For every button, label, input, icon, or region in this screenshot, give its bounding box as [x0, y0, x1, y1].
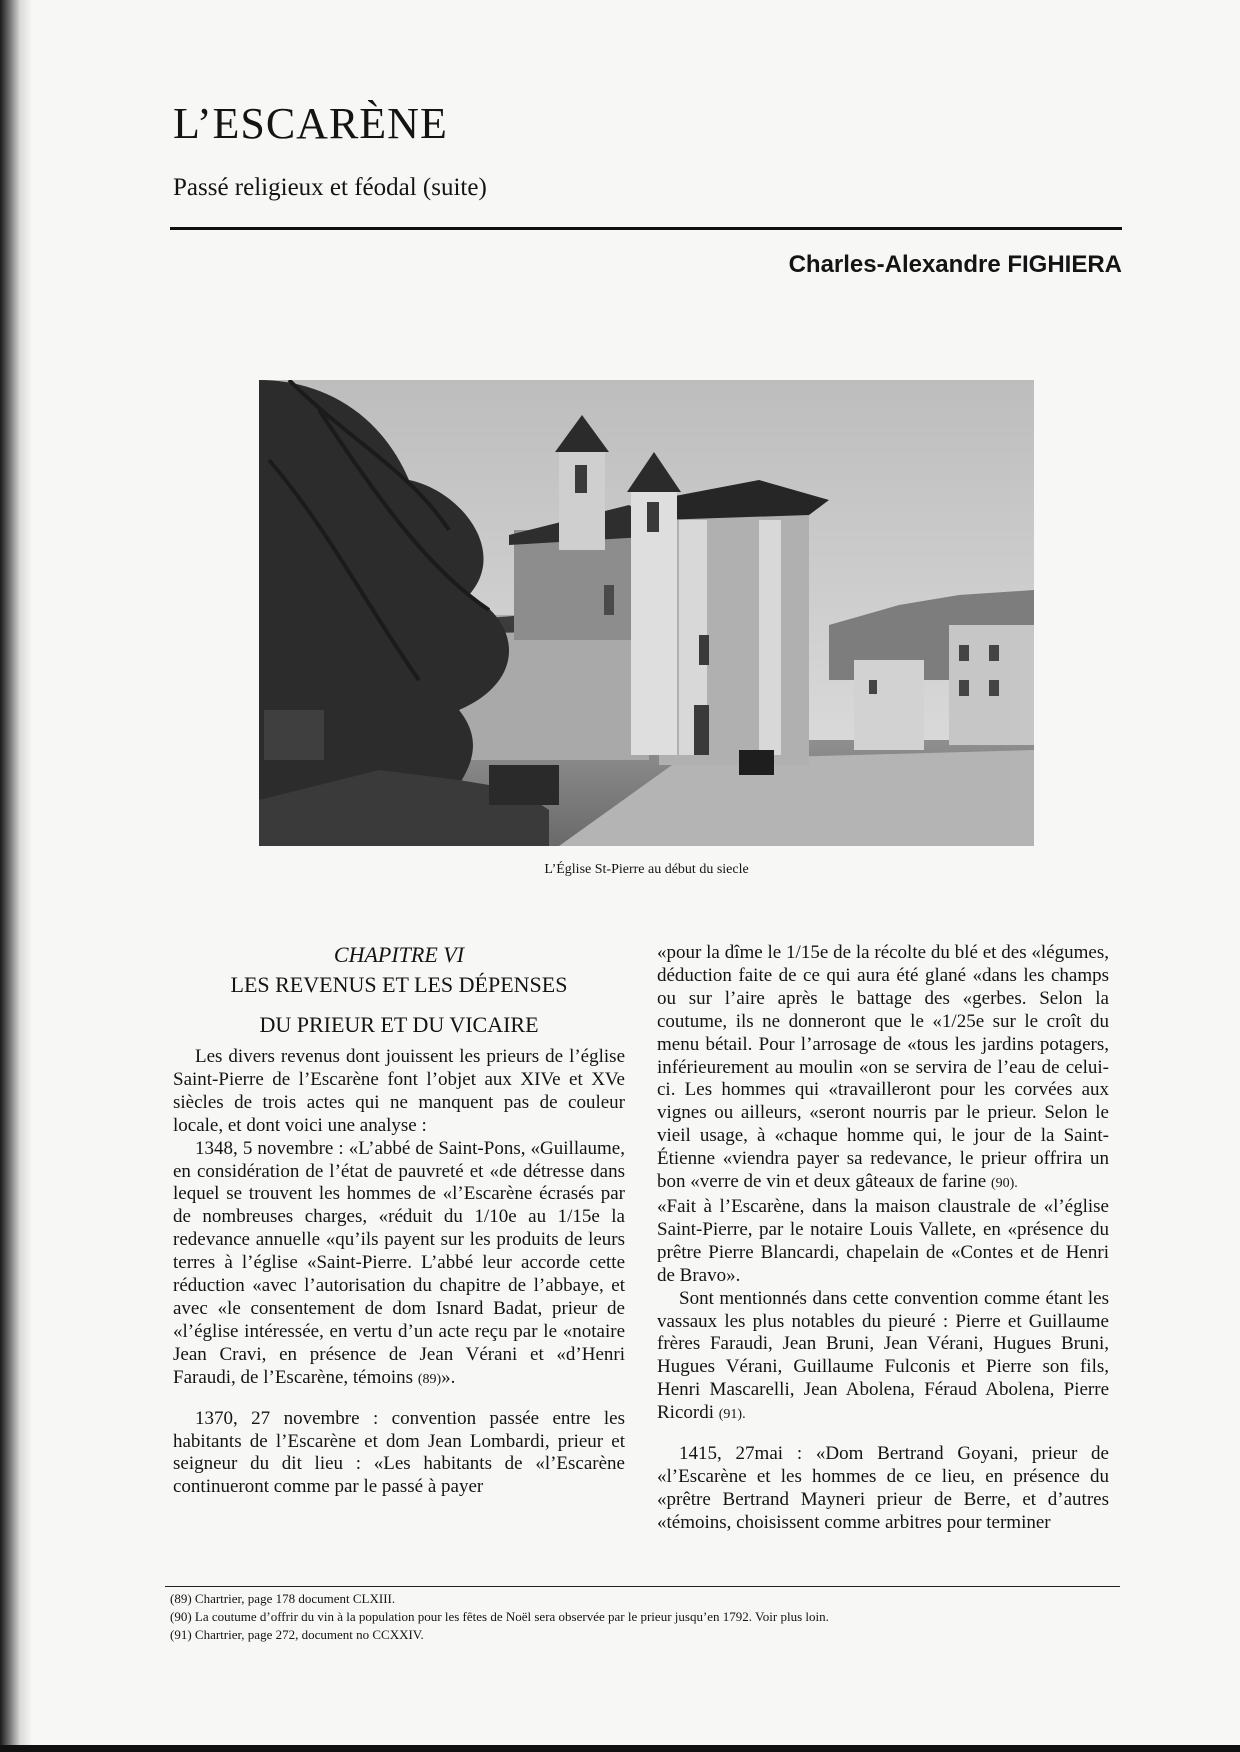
paragraph — [173, 1138, 625, 1392]
paragraph — [657, 1288, 1109, 1427]
photo-caption: L’Église St-Pierre au début du siecle — [544, 862, 749, 877]
article-subtitle: Passé religieux et féodal (suite) — [173, 174, 487, 201]
paragraph: 1415, 27mai : «Dom Bertrand Goyani, prieur de «l’Escarène et les hommes de ce lieu, en présence du «prêtre Bertrand Mayneri prieur de Berre, et d’autres «témoins, choisissent comme arbitres pour terminer — [657, 1443, 1109, 1533]
paragraph — [657, 942, 1109, 1196]
footnotes — [170, 1590, 1122, 1644]
article-title: L’ESCARÈNE — [173, 99, 448, 148]
footnote: (90) La coutume d’offrir du vin à la population pour les fêtes de Noël sera observée par le prieur jusqu’en 1792. Voir plus loin. — [170, 1609, 829, 1624]
footnote-ref-89: (89) — [417, 1371, 442, 1387]
footnote-rule — [165, 1586, 1120, 1587]
paragraph: «Fait à l’Escarène, dans la maison claustrale de «l’église Saint-Pierre, par le notaire Louis Vallete, en «présence du prêtre Pierre Blancardi, chapelain de «Contes et de Henri de Bravo». — [657, 1195, 1109, 1286]
header-rule — [170, 227, 1122, 230]
footnote: (91) Chartrier, page 272, document no CCXXIV. — [170, 1627, 424, 1642]
footnote: (89) Chartrier, page 178 document CLXIII. — [170, 1591, 396, 1606]
church-photo — [259, 380, 1034, 846]
chapter-heading-line2: DU PRIEUR ET DU VICAIRE — [259, 1012, 539, 1037]
paragraph-end: ». — [441, 1366, 456, 1388]
paragraph-text: 1348, 5 novembre : «L’abbé de Saint-Pons, «Guillaume, en considération de l’état de pauvreté et «de détresse dans lequel se trouvent les hommes de «l’Escarène écrasés par de nombreuses charges, «réduit du 1/10e au 1/15e la redevance annuelle «qu’ils payent sur les produits de leurs terres à l’église «Saint-Pierre. L’abbé leur accorde cette réduction «avec l’autorisation du chapitre de l’abbaye, et avec «le consentement de dom Isnard Badat, prieur de «l’église intéressée, en vertu d’un acte reçu par le «notaire Jean Cravi, en présence de Jean Vérani et «d’Henri Faraudi, de l’Escarène, témoins — [173, 1137, 625, 1388]
author-name: Charles-Alexandre FIGHIERA — [788, 251, 1122, 278]
paragraph: 1370, 27 novembre : convention passée entre les habitants de l’Escarène et dom Jean Lombardi, prieur et seigneur du dit lieu : «Les habitants de «l’Escarène continueront comme par le passé à payer — [173, 1407, 625, 1498]
page-spine-shadow — [0, 0, 32, 1752]
left-column — [173, 942, 625, 1499]
paragraph-text: «pour la dîme le 1/15e de la récolte du blé et des «légumes, déduction faite de ce qui aura été glané «dans les champs ou sur l’aire après le battage des «gerbes. Selon la coutume, ils ne donneront que le «1/25e sur le croît du menu bétail. Pour l’arrosage de «tous les jardins potagers, inférieurement au moulin «on se servira de l’eau de celui-ci. Les hommes qui «travailleront pour les corvées aux vignes ou ailleurs, «seront nourris par le prieur. Selon le vieil usage, à «chaque homme qui, le jour de la Saint-Étienne «viendra payer sa redevance, le prieur offrira un bon «verre de vin et deux gâteaux de farine — [657, 942, 1109, 1193]
chapter-heading-line1: LES REVENUS ET LES DÉPENSES — [230, 972, 568, 997]
footnote-ref-90: (90). — [990, 1176, 1018, 1192]
page-bottom-edge — [0, 1745, 1240, 1752]
chapter-number: CHAPITRE VI — [333, 942, 465, 967]
right-column — [657, 942, 1109, 1535]
paragraph-text: Sont mentionnés dans cette convention comme étant les vassaux les plus notables du pieuré : Pierre et Guillaume frères Faraudi, Jean Bruni, Jean Vérani, Hugues Bruni, Hugues Vérani, Guillaume Fulconis et Pierre son fils, Henri Mascarelli, Jean Abolena, Féraud Abolena, Pierre Ricordi — [657, 1287, 1109, 1424]
paragraph: Les divers revenus dont jouissent les prieurs de l’église Saint-Pierre de l’Escarène font l’objet aux XIVe et XVe siècles de trois actes qui ne manquent pas de couleur locale, et dont voici une analyse : — [173, 1046, 625, 1136]
footnote-ref-91: (91). — [718, 1407, 746, 1423]
